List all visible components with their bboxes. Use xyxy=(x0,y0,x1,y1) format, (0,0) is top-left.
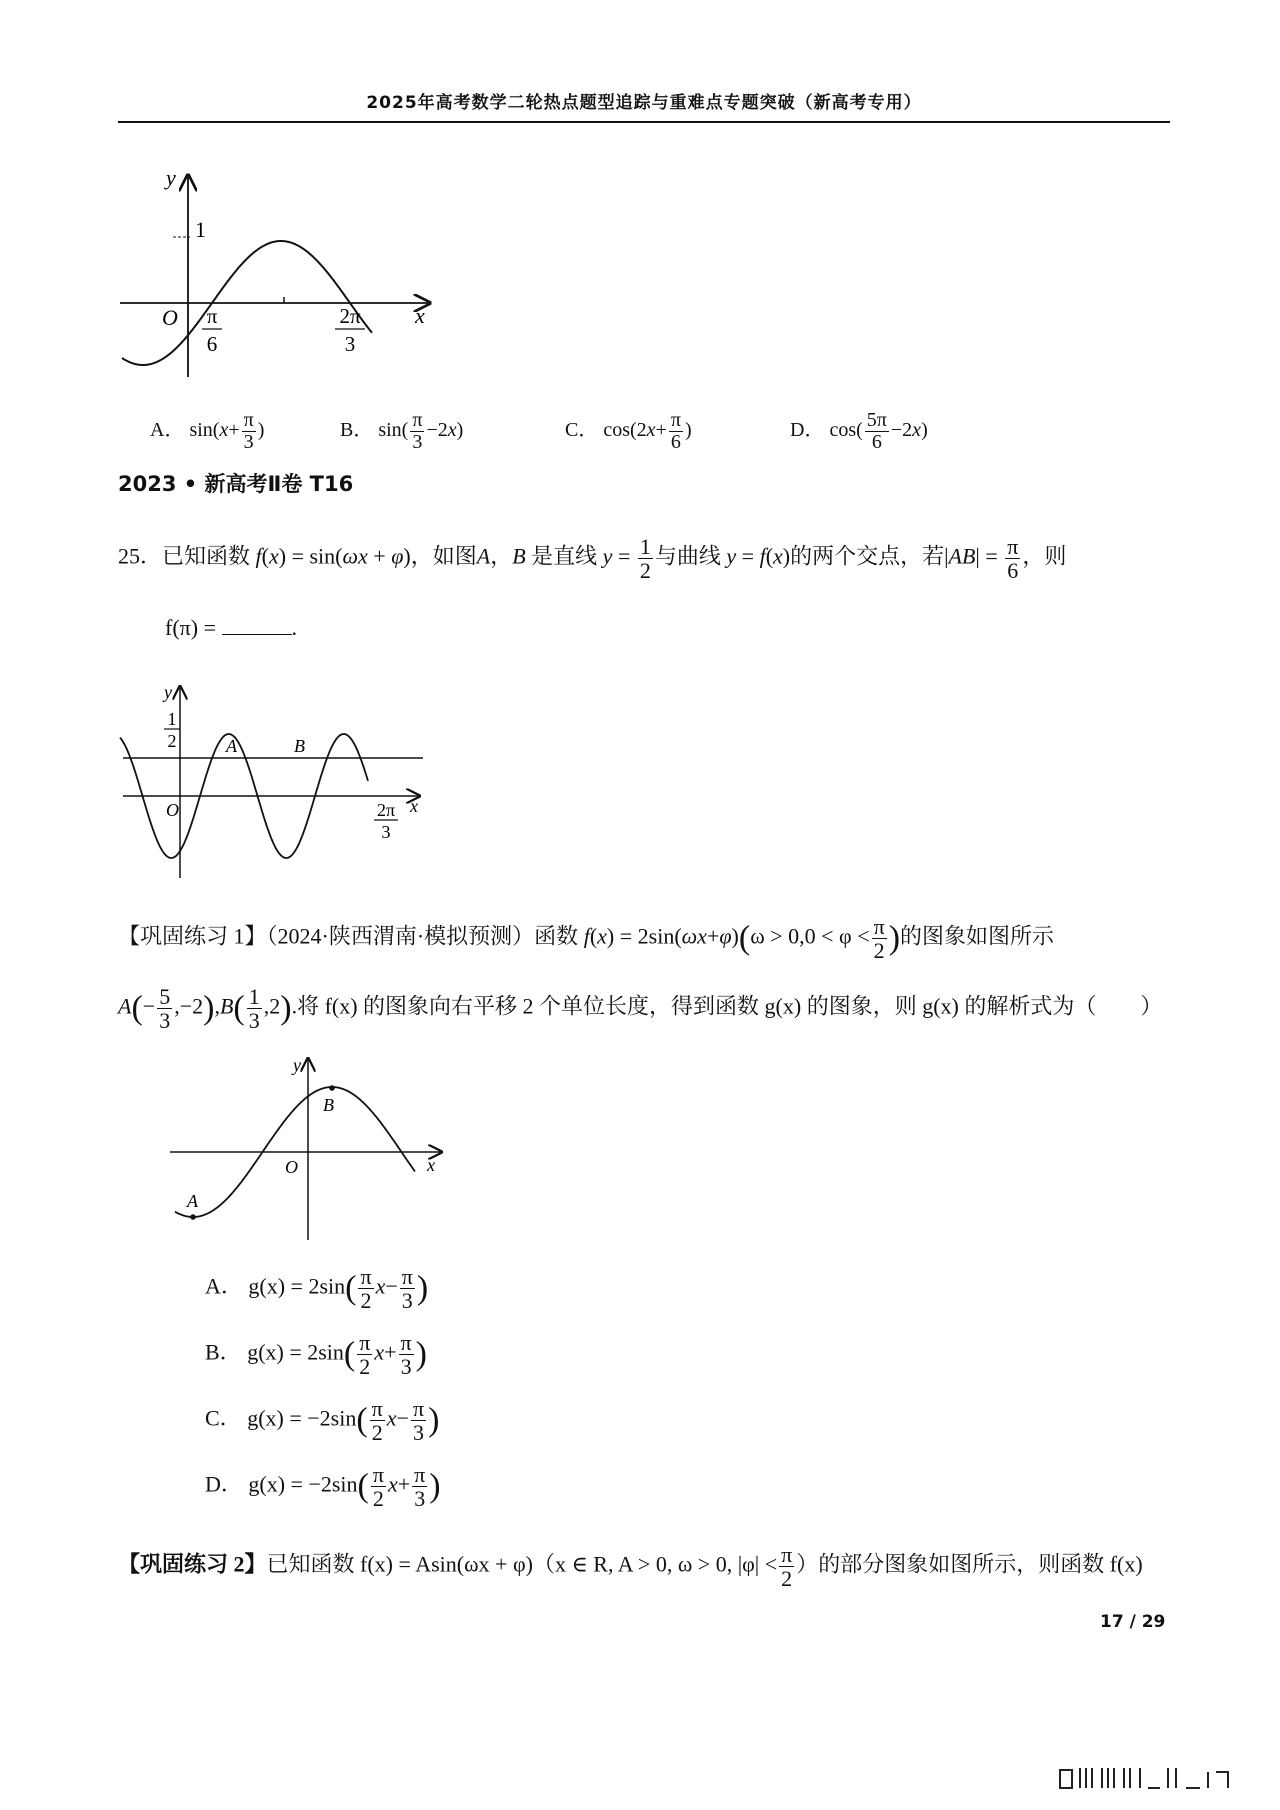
question-25: 25．已知函数 f(x) = sin(ωx + φ)，如图A，B 是直线 y = $\frac{1}{2}$ 与曲线 y = f(x)的两个交点，若|AB| = $\frac{\pi}{6}$ ，则 xyxy=(118,534,1067,584)
choice-d[interactable]: D． g(x) = −2sin( $\frac{\pi}{2}$ x+ $\frac{\pi}{3}$ ) xyxy=(205,1462,441,1512)
answer-blank[interactable] xyxy=(222,616,292,635)
graph-2 xyxy=(118,678,428,888)
y-label: y xyxy=(293,1055,301,1075)
header-rule xyxy=(118,121,1170,123)
x-label: x xyxy=(415,303,425,328)
practice-2-line-1: 【巩固练习 2】已知函数 f(x) = Asin(ωx + φ)（x ∈ R, A > 0, ω > 0, |φ| < $\frac{\pi}{2}$ ）的部分图象如图所示，则函数 f(x) xyxy=(118,1542,1143,1592)
y-label: y xyxy=(166,165,176,190)
y-label: y xyxy=(164,682,172,702)
point-a xyxy=(190,1214,196,1220)
point-b-label: B xyxy=(294,736,305,756)
question-25-answer-line: f(π) = . xyxy=(165,615,297,640)
choice-c[interactable]: C． g(x) = −2sin( $\frac{\pi}{2}$ x− $\frac{\pi}{3}$ ) xyxy=(205,1396,440,1446)
point-b xyxy=(329,1085,335,1091)
prev-option-d[interactable]: D． cos( $\frac{5\pi}{6}$ −2x) xyxy=(790,409,928,453)
tick-num: 2π xyxy=(376,800,396,820)
half-den: 2 xyxy=(167,731,177,751)
tick2-den: 3 xyxy=(344,332,356,356)
tick1-den: 6 xyxy=(206,332,218,356)
section-title: 2023 • 新高考Ⅱ卷 T16 xyxy=(118,472,354,496)
origin-label: O xyxy=(285,1157,298,1177)
point-a-label: A xyxy=(187,1191,198,1211)
page-number: 17 / 29 xyxy=(1100,1612,1166,1632)
choice-b[interactable]: B． g(x) = 2sin( $\frac{\pi}{2}$ x+ $\frac{\pi}{3}$ ) xyxy=(205,1330,427,1380)
choice-a[interactable]: A． g(x) = 2sin( $\frac{\pi}{2}$ x− $\frac{\pi}{3}$ ) xyxy=(205,1264,429,1314)
point-a-label: A xyxy=(226,736,237,756)
tick2-num: 2π xyxy=(339,304,361,328)
graph-1 xyxy=(110,165,450,395)
page-header: 2025年高考数学二轮热点题型追踪与重难点专题突破（新高考专用） xyxy=(366,93,922,113)
x-label: x xyxy=(427,1155,435,1175)
tick1-num: π xyxy=(206,304,218,328)
one-label: 1 xyxy=(195,217,206,242)
prev-option-c[interactable]: C． cos(2x+ $\frac{\pi}{6}$ ) xyxy=(565,409,692,453)
watermark-bars-icon xyxy=(1040,1762,1260,1792)
x-label: x xyxy=(410,796,418,816)
origin-label: O xyxy=(166,800,179,820)
point-b-label: B xyxy=(323,1095,334,1115)
graph-3 xyxy=(165,1055,450,1245)
tick-den: 3 xyxy=(381,822,391,842)
half-num: 1 xyxy=(167,709,177,729)
origin-label: O xyxy=(162,305,178,330)
practice-1-line-1: 【巩固练习 1】（2024·陕西渭南·模拟预测）函数 f(x) = 2sin(ωx+φ)(ω > 0,0 < φ < $\frac{\pi}{2}$ )的图象如图所示 xyxy=(118,914,1055,964)
prev-option-b[interactable]: B． sin( $\frac{\pi}{3}$ −2x) xyxy=(340,409,464,453)
practice-1-line-2: A(− $\frac{5}{3}$ ,−2),B( $\frac{1}{3}$ ,2).将 f(x) 的图象向右平移 2 个单位长度，得到函数 g(x) 的图象，则 g(x) 的解析式为（ ） xyxy=(118,984,1163,1034)
prev-option-a[interactable]: A． sin(x+ $\frac{\pi}{3}$ ) xyxy=(150,409,265,453)
